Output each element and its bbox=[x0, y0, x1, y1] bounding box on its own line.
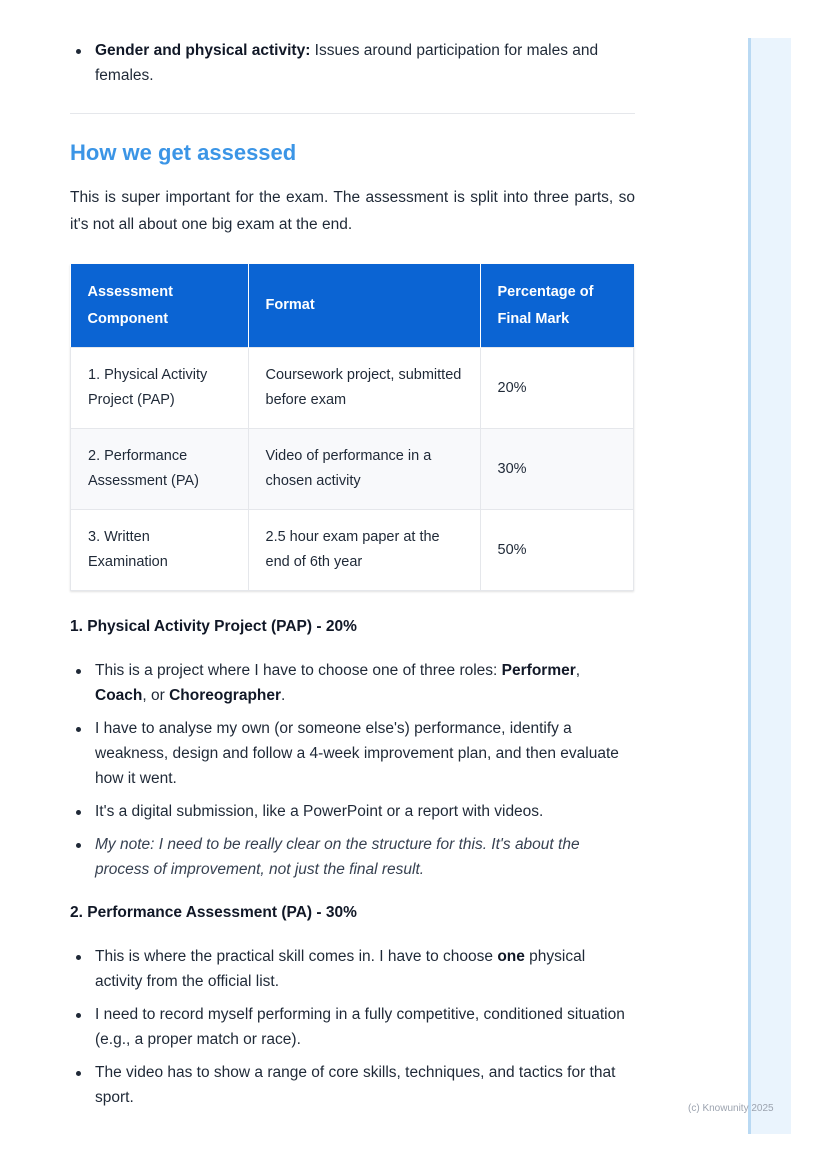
column-header: Assessment Component bbox=[71, 264, 249, 348]
table-cell: Coursework project, submitted before exam bbox=[248, 348, 480, 429]
list-item: Gender and physical activity: Issues around participation for males and females. bbox=[70, 38, 635, 88]
list-item: I have to analyse my own (or someone else's) performance, identify a weakness, design and follow a 4-week improvement plan, and then evaluate how it went. bbox=[70, 716, 630, 791]
table-row bbox=[71, 429, 634, 510]
list-item: My note: I need to be really clear on the structure for this. It's about the process of improvement, not just the final result. bbox=[70, 832, 630, 882]
table-cell: 1. Physical Activity Project (PAP) bbox=[71, 348, 249, 429]
table-cell: 30% bbox=[480, 429, 634, 510]
table-cell: 2. Performance Assessment (PA) bbox=[71, 429, 249, 510]
section-title: How we get assessed bbox=[70, 140, 297, 165]
top-bullet-list bbox=[70, 38, 635, 88]
side-margin-bar bbox=[748, 38, 791, 1134]
table-row bbox=[71, 510, 634, 591]
section-divider bbox=[70, 113, 635, 114]
list-item: The video has to show a range of core skills, techniques, and tactics for that sport. bbox=[70, 1060, 630, 1110]
table-cell: 3. Written Examination bbox=[71, 510, 249, 591]
table-cell: 20% bbox=[480, 348, 634, 429]
copyright-footer: (c) Knowunity 2025 bbox=[688, 1103, 774, 1114]
list-item: It's a digital submission, like a PowerPoint or a report with videos. bbox=[70, 799, 630, 824]
table-cell: 50% bbox=[480, 510, 634, 591]
assessment-table bbox=[70, 264, 634, 591]
intro-paragraph: This is super important for the exam. The assessment is split into three parts, so it's not all about one big exam at the end. bbox=[70, 189, 635, 233]
list-item: I need to record myself performing in a fully competitive, conditioned situation (e.g., a proper match or race). bbox=[70, 1002, 630, 1052]
table-header-row bbox=[71, 264, 634, 348]
pa-bullet-list bbox=[70, 944, 630, 1118]
pap-bullet-list bbox=[70, 658, 630, 890]
pa-heading: 2. Performance Assessment (PA) - 30% bbox=[70, 904, 357, 921]
table-cell: Video of performance in a chosen activity bbox=[248, 429, 480, 510]
column-header: Percentage of Final Mark bbox=[480, 264, 634, 348]
column-header: Format bbox=[248, 264, 480, 348]
pap-heading: 1. Physical Activity Project (PAP) - 20% bbox=[70, 618, 357, 635]
table-row bbox=[71, 348, 634, 429]
table-cell: 2.5 hour exam paper at the end of 6th year bbox=[248, 510, 480, 591]
list-item: This is where the practical skill comes in. I have to choose one physical activity from the official list. bbox=[70, 944, 630, 994]
list-item: This is a project where I have to choose one of three roles: Performer, Coach, or Choreographer. bbox=[70, 658, 630, 708]
